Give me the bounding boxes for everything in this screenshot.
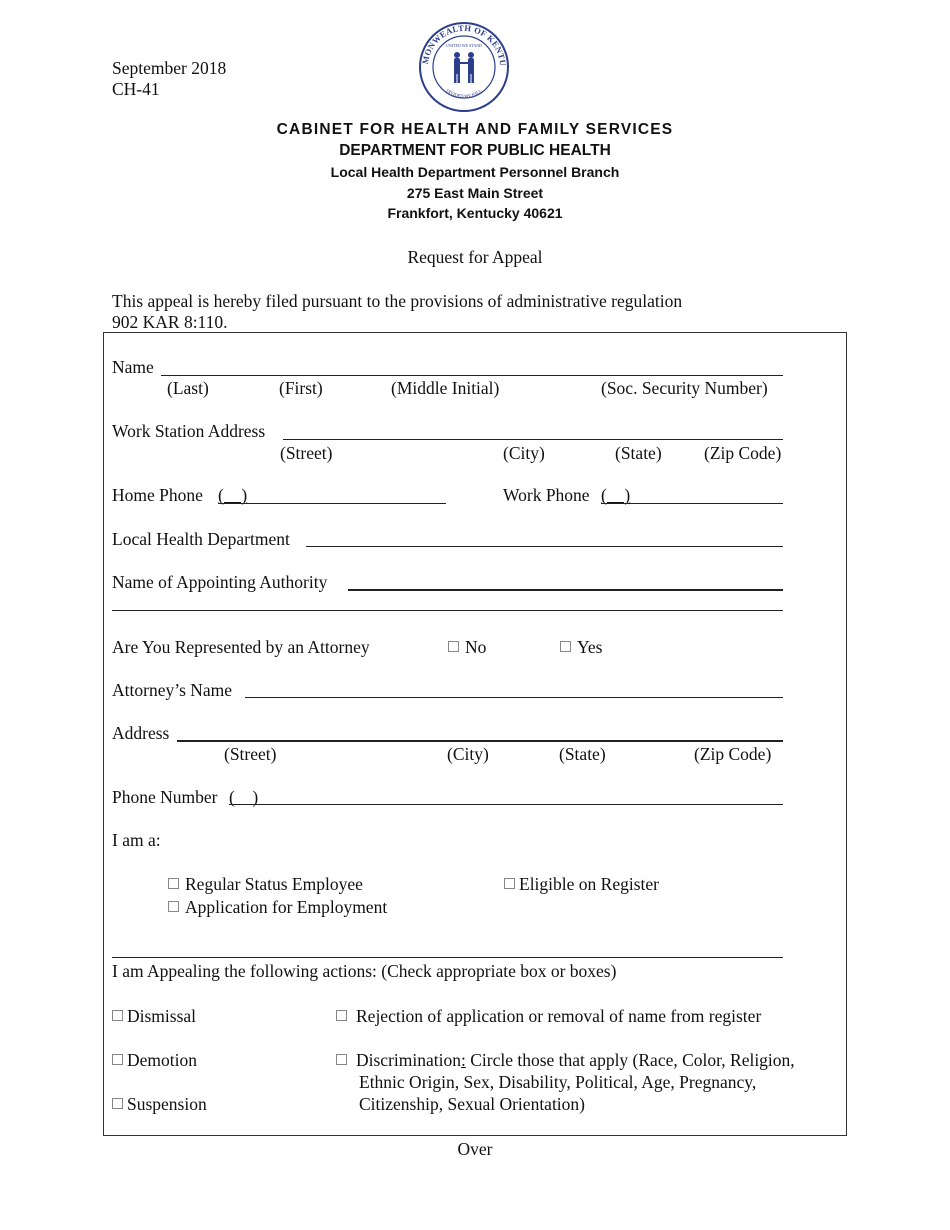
local-health-dept-label: Local Health Department bbox=[112, 529, 290, 549]
appointing-authority-field-line2[interactable] bbox=[112, 610, 783, 611]
action-rejection-option[interactable] bbox=[336, 1005, 761, 1027]
attorney-name-label: Attorney’s Name bbox=[112, 680, 233, 700]
seal-motto: UNITED WE STAND bbox=[445, 43, 483, 48]
action-discrimination-text: Circle those that apply (Race, Color, Religion, bbox=[465, 1050, 795, 1070]
attorney-phone-field[interactable] bbox=[229, 804, 783, 805]
kentucky-seal bbox=[416, 22, 512, 112]
city-state-zip: Frankfort, Kentucky 40621 bbox=[387, 205, 563, 221]
attorney-question: Are You Represented by an Attorney bbox=[112, 637, 370, 657]
branch-name: Local Health Department Personnel Branch bbox=[330, 164, 620, 180]
attorney-no-option[interactable] bbox=[448, 636, 486, 658]
work-address-sub-city: (City) bbox=[503, 443, 545, 463]
action-discrimination-checkbox[interactable] bbox=[336, 1054, 347, 1065]
page-footer-over: Over bbox=[457, 1139, 493, 1159]
svg-text:DIVIDED WE FALL bbox=[445, 88, 482, 99]
action-dismissal-option[interactable] bbox=[112, 1005, 196, 1027]
status-application-option[interactable] bbox=[168, 896, 387, 918]
action-suspension-checkbox[interactable] bbox=[112, 1098, 123, 1109]
action-rejection-label: Rejection of application or removal of name from register bbox=[356, 1006, 762, 1026]
status-regular-option[interactable] bbox=[168, 873, 363, 895]
intro-text-line1: This appeal is hereby filed pursuant to the provisions of administrative regulation bbox=[112, 291, 683, 311]
action-dismissal-label: Dismissal bbox=[127, 1006, 197, 1026]
attorney-phone-area: ( ) bbox=[229, 787, 259, 807]
work-address-sub-street: (Street) bbox=[280, 443, 333, 463]
page-title: Request for Appeal bbox=[407, 247, 543, 267]
attorney-name-field[interactable] bbox=[245, 697, 783, 698]
form-date: September 2018 bbox=[112, 58, 227, 78]
attorney-address-label: Address bbox=[112, 723, 170, 743]
action-discrimination-line3: Citizenship, Sexual Orientation) bbox=[359, 1094, 585, 1114]
attorney-yes-checkbox[interactable] bbox=[560, 641, 571, 652]
actions-label: I am Appealing the following actions: (Check appropriate box or boxes) bbox=[112, 961, 617, 981]
status-application-checkbox[interactable] bbox=[168, 901, 179, 912]
name-field[interactable] bbox=[161, 375, 783, 376]
work-address-sub-zip: (Zip Code) bbox=[704, 443, 782, 463]
attorney-no-checkbox[interactable] bbox=[448, 641, 459, 652]
action-dismissal-checkbox[interactable] bbox=[112, 1010, 123, 1021]
action-discrimination-word: Discrimination bbox=[356, 1050, 461, 1070]
home-phone-label: Home Phone bbox=[112, 485, 203, 505]
status-regular-checkbox[interactable] bbox=[168, 878, 179, 889]
name-sub-middle: (Middle Initial) bbox=[391, 378, 500, 398]
status-application-label: Application for Employment bbox=[185, 897, 388, 917]
action-discrimination-option[interactable] bbox=[336, 1049, 795, 1071]
attorney-no-label: No bbox=[465, 637, 487, 657]
status-eligible-option[interactable] bbox=[504, 873, 659, 895]
work-address-label: Work Station Address bbox=[112, 421, 266, 441]
attorney-address-field[interactable] bbox=[177, 740, 783, 742]
action-demotion-label: Demotion bbox=[127, 1050, 197, 1070]
action-discrimination-line2: Ethnic Origin, Sex, Disability, Political, Age, Pregnancy, bbox=[359, 1072, 757, 1092]
action-suspension-option[interactable] bbox=[112, 1093, 207, 1115]
action-discrimination-colon: : bbox=[460, 1050, 466, 1070]
attorney-yes-label: Yes bbox=[577, 637, 603, 657]
work-phone-field[interactable] bbox=[601, 503, 783, 504]
attorney-address-sub-city: (City) bbox=[447, 744, 489, 764]
status-regular-label: Regular Status Employee bbox=[185, 874, 363, 894]
name-sub-first: (First) bbox=[279, 378, 323, 398]
department-name: DEPARTMENT FOR PUBLIC HEALTH bbox=[339, 142, 611, 159]
cabinet-name: CABINET FOR HEALTH AND FAMILY SERVICES bbox=[276, 121, 674, 138]
name-label: Name bbox=[112, 357, 154, 377]
name-sub-ssn: (Soc. Security Number) bbox=[601, 378, 768, 398]
action-demotion-checkbox[interactable] bbox=[112, 1054, 123, 1065]
work-phone-area: ( ) bbox=[601, 485, 631, 505]
intro-text-line2: 902 KAR 8:110. bbox=[112, 312, 228, 332]
status-eligible-label: Eligible on Register bbox=[519, 874, 659, 894]
street-address: 275 East Main Street bbox=[406, 185, 544, 201]
action-rejection-checkbox[interactable] bbox=[336, 1010, 347, 1021]
work-phone-label: Work Phone bbox=[503, 485, 590, 505]
appointing-authority-label: Name of Appointing Authority bbox=[112, 572, 328, 592]
action-demotion-option[interactable] bbox=[112, 1049, 197, 1071]
name-sub-last: (Last) bbox=[167, 378, 209, 398]
attorney-yes-option[interactable] bbox=[560, 636, 602, 658]
attorney-address-sub-street: (Street) bbox=[224, 744, 277, 764]
seal-motto-bottom: DIVIDED WE FALL bbox=[445, 87, 483, 99]
attorney-phone-label: Phone Number bbox=[112, 787, 218, 807]
attorney-address-sub-zip: (Zip Code) bbox=[694, 744, 772, 764]
action-suspension-label: Suspension bbox=[127, 1094, 207, 1114]
form-number: CH-41 bbox=[112, 79, 160, 99]
appointing-authority-field[interactable] bbox=[348, 589, 783, 591]
work-address-field[interactable] bbox=[283, 439, 783, 440]
attorney-address-sub-state: (State) bbox=[559, 744, 606, 764]
home-phone-area: ( ) bbox=[218, 485, 248, 505]
status-label: I am a: bbox=[112, 830, 161, 850]
home-phone-field[interactable] bbox=[218, 503, 446, 504]
section-divider bbox=[112, 957, 783, 958]
status-eligible-checkbox[interactable] bbox=[504, 878, 515, 889]
local-health-dept-field[interactable] bbox=[306, 546, 783, 547]
work-address-sub-state: (State) bbox=[615, 443, 662, 463]
seal-outer-text: MONWEALTH OF KENTU bbox=[419, 22, 509, 67]
